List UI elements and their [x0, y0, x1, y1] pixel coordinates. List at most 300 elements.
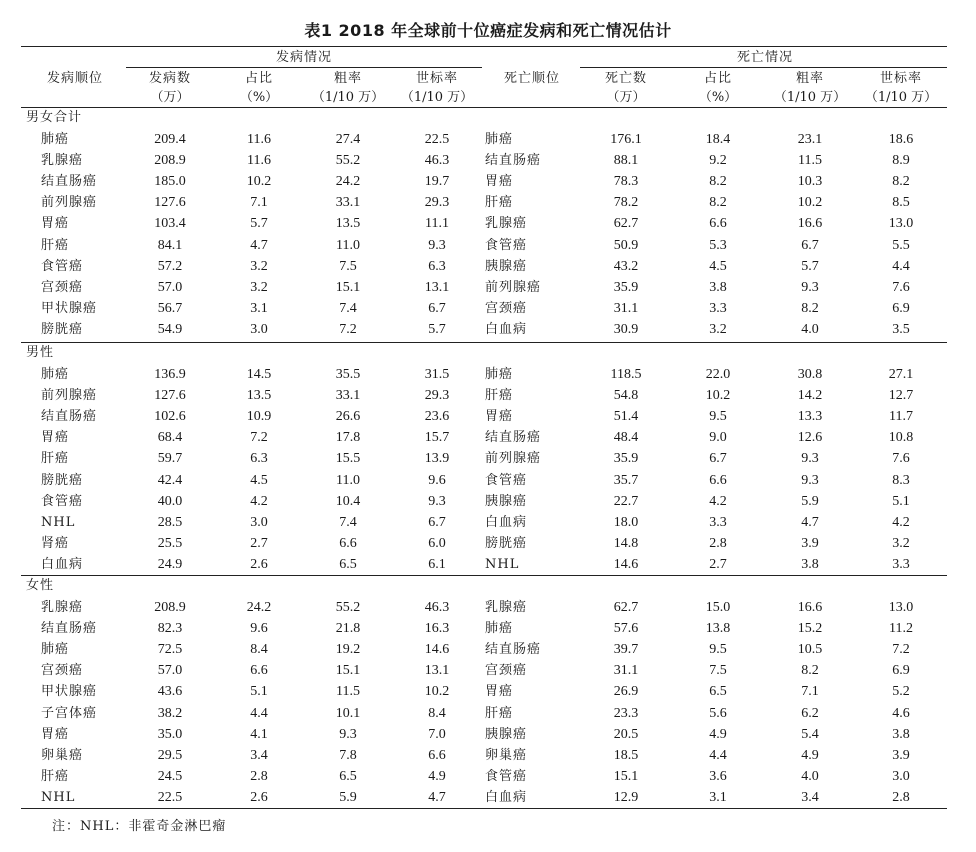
incidence-value: 6.3	[250, 451, 268, 467]
death-value: 22.7	[613, 493, 639, 509]
incidence-value: 43.6	[157, 684, 183, 700]
incidence-value: 3.1	[250, 300, 268, 316]
incidence-value: 82.3	[157, 621, 183, 637]
incidence-value: 23.6	[424, 409, 450, 425]
death-value: 18.4	[705, 132, 731, 147]
death-value: 78.2	[613, 195, 639, 211]
death-value: 8.9	[892, 153, 910, 169]
death-col-unit: （1/10 万）	[773, 90, 847, 105]
incidence-value: 35.0	[157, 726, 183, 742]
death-value: 4.5	[709, 258, 727, 274]
death-col-header: 世标率	[879, 71, 922, 86]
incidence-cancer-name: 膀胱癌	[41, 472, 84, 488]
incidence-value: 4.7	[250, 237, 268, 253]
incidence-value: 6.0	[428, 535, 446, 551]
incidence-cancer-name: 卵巢癌	[41, 747, 84, 763]
incidence-value: 22.5	[424, 132, 450, 147]
death-value: 18.0	[613, 514, 639, 530]
incidence-cancer-name: NHL	[41, 789, 76, 805]
incidence-value: 13.5	[335, 216, 361, 232]
death-value: 9.5	[709, 642, 727, 658]
header-bottom-rule	[21, 107, 947, 108]
incidence-value: 127.6	[154, 388, 186, 404]
death-cancer-name: 卵巢癌	[485, 747, 528, 763]
death-value: 5.4	[801, 726, 819, 742]
incidence-col-header: 占比	[244, 71, 273, 86]
incidence-value: 11.0	[336, 237, 360, 253]
incidence-value: 29.3	[424, 195, 450, 211]
death-value: 78.3	[613, 174, 639, 190]
incidence-cancer-name: 膀胱癌	[41, 321, 84, 337]
incidence-value: 3.2	[250, 258, 268, 274]
incidence-cancer-name: 甲状腺癌	[41, 684, 98, 700]
incidence-value: 84.1	[157, 237, 183, 253]
incidence-value: 7.8	[339, 747, 357, 763]
incidence-value: 55.2	[335, 153, 361, 169]
death-cancer-name: 前列腺癌	[485, 451, 542, 467]
death-value: 31.1	[613, 663, 639, 679]
death-value: 8.2	[892, 174, 910, 190]
incidence-cancer-name: 甲状腺癌	[41, 300, 98, 316]
incidence-cancer-name: 肝癌	[41, 768, 70, 784]
incidence-col-header: 发病数	[148, 71, 191, 86]
incidence-value: 57.0	[157, 663, 183, 679]
incidence-value: 72.5	[157, 642, 183, 658]
death-value: 2.7	[709, 556, 727, 572]
incidence-value: 3.0	[250, 321, 268, 337]
section-rule-male	[21, 342, 947, 343]
incidence-value: 68.4	[157, 430, 183, 446]
death-cancer-name: 肝癌	[485, 388, 514, 404]
incidence-value: 11.5	[336, 684, 360, 700]
death-value: 51.4	[613, 409, 639, 425]
incidence-value: 7.2	[250, 430, 268, 446]
death-value: 3.0	[892, 768, 910, 784]
incidence-value: 19.7	[424, 174, 450, 190]
death-value: 23.3	[613, 705, 639, 721]
incidence-value: 4.7	[428, 789, 446, 805]
incidence-value: 7.4	[339, 300, 357, 316]
incidence-group-rule	[126, 67, 482, 68]
death-value: 23.1	[797, 132, 823, 147]
incidence-cancer-name: 结直肠癌	[41, 621, 98, 637]
incidence-value: 29.5	[157, 747, 183, 763]
incidence-col-unit: （万）	[150, 90, 190, 105]
incidence-col-header: 世标率	[415, 71, 458, 86]
death-rank-header: 死亡顺位	[503, 71, 560, 86]
table-title: 表1 2018 年全球前十位癌症发病和死亡情况估计	[304, 21, 672, 40]
incidence-value: 21.8	[335, 621, 361, 637]
incidence-value: 46.3	[424, 600, 450, 615]
death-value: 30.9	[613, 321, 639, 337]
death-value: 3.9	[801, 535, 819, 551]
death-col-header: 粗率	[795, 71, 824, 86]
death-value: 3.8	[709, 279, 727, 295]
death-cancer-name: 胰腺癌	[485, 493, 528, 509]
incidence-value: 11.6	[247, 153, 271, 169]
incidence-cancer-name: 结直肠癌	[41, 409, 98, 425]
incidence-cancer-name: 乳腺癌	[41, 600, 84, 615]
death-value: 18.6	[888, 132, 914, 147]
death-value: 5.3	[709, 237, 727, 253]
death-cancer-name: 白血病	[485, 321, 528, 337]
death-value: 7.1	[801, 684, 819, 700]
incidence-value: 9.3	[428, 493, 446, 509]
incidence-value: 27.4	[335, 132, 361, 147]
death-cancer-name: 乳腺癌	[485, 216, 528, 232]
death-col-unit: （1/10 万）	[864, 90, 938, 105]
death-value: 30.8	[797, 367, 823, 382]
incidence-value: 7.2	[339, 321, 357, 337]
section-rule-female	[21, 575, 947, 576]
incidence-value: 4.1	[250, 726, 268, 742]
incidence-cancer-name: 白血病	[41, 556, 84, 572]
incidence-cancer-name: NHL	[41, 514, 76, 530]
death-cancer-name: 食管癌	[485, 472, 528, 488]
death-value: 6.9	[892, 300, 910, 316]
incidence-value: 19.2	[335, 642, 361, 658]
incidence-value: 4.5	[250, 472, 268, 488]
death-value: 15.2	[797, 621, 823, 637]
death-value: 20.5	[613, 726, 639, 742]
death-value: 7.6	[892, 279, 910, 295]
incidence-value: 17.8	[335, 430, 361, 446]
death-value: 5.6	[709, 705, 727, 721]
death-value: 3.5	[892, 321, 910, 337]
death-value: 3.3	[709, 514, 727, 530]
death-value: 26.9	[613, 684, 639, 700]
death-cancer-name: 食管癌	[485, 237, 528, 253]
death-value: 48.4	[613, 430, 639, 446]
table-footnote: 注：NHL：非霍奇金淋巴瘤	[52, 819, 227, 834]
incidence-col-unit: （1/10 万）	[311, 90, 385, 105]
death-value: 7.2	[892, 642, 910, 658]
incidence-value: 185.0	[154, 174, 186, 190]
incidence-value: 4.9	[428, 768, 446, 784]
incidence-value: 9.3	[339, 726, 357, 742]
death-value: 13.3	[797, 409, 823, 425]
incidence-value: 25.5	[157, 535, 183, 551]
death-value: 35.7	[613, 472, 639, 488]
incidence-value: 7.0	[428, 726, 446, 742]
incidence-cancer-name: 肺癌	[41, 132, 70, 147]
incidence-value: 55.2	[335, 600, 361, 615]
death-value: 4.9	[801, 747, 819, 763]
incidence-value: 24.9	[157, 556, 183, 572]
death-cancer-name: 前列腺癌	[485, 279, 542, 295]
incidence-value: 15.5	[335, 451, 361, 467]
death-value: 13.8	[705, 621, 731, 637]
death-value: 31.1	[613, 300, 639, 316]
death-value: 35.9	[613, 279, 639, 295]
death-value: 8.2	[801, 300, 819, 316]
death-value: 15.1	[613, 768, 639, 784]
incidence-value: 209.4	[154, 132, 186, 147]
incidence-value: 13.5	[246, 388, 272, 404]
incidence-value: 5.1	[250, 684, 268, 700]
death-value: 3.8	[801, 556, 819, 572]
incidence-cancer-name: 食管癌	[41, 258, 84, 274]
incidence-value: 136.9	[154, 367, 186, 382]
death-value: 3.9	[892, 747, 910, 763]
death-value: 54.8	[613, 388, 639, 404]
death-value: 11.7	[889, 409, 913, 425]
incidence-value: 4.2	[250, 493, 268, 509]
death-cancer-name: 乳腺癌	[485, 600, 528, 615]
top-rule	[21, 46, 947, 47]
death-cancer-name: 白血病	[485, 514, 528, 530]
incidence-cancer-name: 宫颈癌	[41, 279, 84, 295]
death-value: 88.1	[613, 153, 639, 169]
death-value: 8.2	[709, 195, 727, 211]
death-value: 10.3	[797, 174, 823, 190]
incidence-value: 208.9	[154, 600, 186, 615]
death-cancer-name: 肺癌	[485, 367, 514, 382]
death-value: 8.2	[801, 663, 819, 679]
death-value: 5.5	[892, 237, 910, 253]
incidence-value: 57.0	[157, 279, 183, 295]
death-value: 10.2	[705, 388, 731, 404]
death-cancer-name: 肺癌	[485, 132, 514, 147]
death-value: 6.2	[801, 705, 819, 721]
death-value: 4.2	[892, 514, 910, 530]
death-value: 4.2	[709, 493, 727, 509]
incidence-cancer-name: 肾癌	[41, 535, 70, 551]
death-cancer-name: 肝癌	[485, 195, 514, 211]
incidence-value: 38.2	[157, 705, 183, 721]
incidence-value: 127.6	[154, 195, 186, 211]
death-value: 118.5	[610, 367, 642, 382]
incidence-value: 3.4	[250, 747, 268, 763]
death-value: 13.0	[888, 600, 914, 615]
incidence-value: 2.7	[250, 535, 268, 551]
death-value: 14.6	[613, 556, 639, 572]
death-value: 2.8	[892, 789, 910, 805]
incidence-value: 13.1	[424, 663, 450, 679]
incidence-value: 7.4	[339, 514, 357, 530]
death-cancer-name: NHL	[485, 556, 520, 572]
death-cancer-name: 结直肠癌	[485, 430, 542, 446]
incidence-col-unit: （1/10 万）	[400, 90, 474, 105]
death-value: 6.7	[709, 451, 727, 467]
death-cancer-name: 胰腺癌	[485, 726, 528, 742]
incidence-value: 10.9	[246, 409, 272, 425]
incidence-cancer-name: 子宫体癌	[41, 705, 98, 721]
death-value: 8.3	[892, 472, 910, 488]
incidence-value: 2.6	[250, 556, 268, 572]
incidence-rank-header: 发病顺位	[46, 71, 103, 86]
incidence-value: 33.1	[335, 388, 361, 404]
death-value: 3.3	[709, 300, 727, 316]
incidence-value: 11.6	[247, 132, 271, 147]
incidence-value: 6.6	[250, 663, 268, 679]
death-cancer-name: 肝癌	[485, 705, 514, 721]
incidence-value: 56.7	[157, 300, 183, 316]
death-col-header: 占比	[703, 71, 732, 86]
incidence-value: 35.5	[335, 367, 361, 382]
incidence-cancer-name: 肺癌	[41, 642, 70, 658]
death-cancer-name: 胃癌	[485, 684, 514, 700]
death-value: 3.8	[892, 726, 910, 742]
incidence-value: 13.1	[424, 279, 450, 295]
death-cancer-name: 宫颈癌	[485, 300, 528, 316]
death-group-rule	[580, 67, 947, 68]
death-cancer-name: 肺癌	[485, 621, 514, 637]
incidence-cancer-name: 结直肠癌	[41, 174, 98, 190]
death-cancer-name: 结直肠癌	[485, 642, 542, 658]
incidence-value: 102.6	[154, 409, 186, 425]
incidence-value: 6.6	[428, 747, 446, 763]
incidence-value: 3.0	[250, 514, 268, 530]
incidence-value: 11.0	[336, 472, 360, 488]
death-value: 12.7	[888, 388, 914, 404]
death-value: 13.0	[888, 216, 914, 232]
death-value: 176.1	[610, 132, 642, 147]
death-value: 4.6	[892, 705, 910, 721]
incidence-value: 31.5	[424, 367, 450, 382]
incidence-value: 2.8	[250, 768, 268, 784]
death-value: 14.8	[613, 535, 639, 551]
incidence-value: 6.7	[428, 300, 446, 316]
incidence-value: 15.1	[335, 663, 361, 679]
incidence-value: 22.5	[157, 789, 183, 805]
death-value: 39.7	[613, 642, 639, 658]
death-value: 9.2	[709, 153, 727, 169]
death-value: 15.0	[705, 600, 731, 615]
incidence-cancer-name: 胃癌	[41, 430, 70, 446]
death-value: 9.5	[709, 409, 727, 425]
death-value: 4.9	[709, 726, 727, 742]
incidence-cancer-name: 胃癌	[41, 216, 70, 232]
incidence-value: 9.3	[428, 237, 446, 253]
incidence-value: 5.9	[339, 789, 357, 805]
incidence-value: 5.7	[428, 321, 446, 337]
death-col-header: 死亡数	[604, 71, 647, 86]
death-value: 11.2	[889, 621, 913, 637]
death-value: 43.2	[613, 258, 639, 274]
death-cancer-name: 胃癌	[485, 409, 514, 425]
incidence-col-header: 粗率	[333, 71, 362, 86]
death-cancer-name: 胃癌	[485, 174, 514, 190]
death-value: 3.6	[709, 768, 727, 784]
death-value: 9.3	[801, 279, 819, 295]
incidence-value: 14.5	[246, 367, 272, 382]
incidence-value: 13.9	[424, 451, 450, 467]
incidence-value: 40.0	[157, 493, 183, 509]
incidence-value: 10.2	[424, 684, 450, 700]
death-value: 50.9	[613, 237, 639, 253]
incidence-value: 28.5	[157, 514, 183, 530]
death-value: 5.1	[892, 493, 910, 509]
incidence-value: 24.2	[335, 174, 361, 190]
incidence-value: 8.4	[428, 705, 446, 721]
death-value: 6.5	[709, 684, 727, 700]
incidence-cancer-name: 宫颈癌	[41, 663, 84, 679]
incidence-group-header: 发病情况	[275, 50, 332, 65]
incidence-value: 7.5	[339, 258, 357, 274]
incidence-value: 9.6	[250, 621, 268, 637]
death-col-unit: （万）	[606, 90, 646, 105]
death-value: 9.0	[709, 430, 727, 446]
death-value: 27.1	[888, 367, 914, 382]
incidence-value: 33.1	[335, 195, 361, 211]
incidence-value: 6.6	[339, 535, 357, 551]
death-value: 4.4	[892, 258, 910, 274]
death-value: 16.6	[797, 600, 823, 615]
incidence-value: 3.2	[250, 279, 268, 295]
incidence-value: 15.7	[424, 430, 450, 446]
incidence-col-unit: （%）	[239, 90, 279, 105]
death-value: 12.9	[613, 789, 639, 805]
death-cancer-name: 食管癌	[485, 768, 528, 784]
death-value: 8.2	[709, 174, 727, 190]
incidence-value: 57.2	[157, 258, 183, 274]
incidence-value: 46.3	[424, 153, 450, 169]
incidence-value: 6.7	[428, 514, 446, 530]
death-value: 6.9	[892, 663, 910, 679]
death-cancer-name: 胰腺癌	[485, 258, 528, 274]
death-value: 22.0	[705, 367, 731, 382]
death-cancer-name: 白血病	[485, 789, 528, 805]
incidence-cancer-name: 前列腺癌	[41, 195, 98, 211]
section-label: 女性	[26, 578, 55, 593]
death-value: 4.4	[709, 747, 727, 763]
death-value: 14.2	[797, 388, 823, 404]
incidence-value: 2.6	[250, 789, 268, 805]
death-value: 5.7	[801, 258, 819, 274]
bottom-rule	[21, 808, 947, 809]
death-value: 7.6	[892, 451, 910, 467]
incidence-value: 10.1	[335, 705, 361, 721]
incidence-value: 4.4	[250, 705, 268, 721]
death-value: 12.6	[797, 430, 823, 446]
incidence-value: 26.6	[335, 409, 361, 425]
death-cancer-name: 宫颈癌	[485, 663, 528, 679]
death-value: 3.2	[709, 321, 727, 337]
death-value: 9.3	[801, 451, 819, 467]
incidence-cancer-name: 食管癌	[41, 493, 84, 509]
death-value: 35.9	[613, 451, 639, 467]
death-value: 11.5	[798, 153, 822, 169]
death-value: 4.0	[801, 321, 819, 337]
death-cancer-name: 膀胱癌	[485, 535, 528, 551]
incidence-value: 54.9	[157, 321, 183, 337]
death-value: 3.2	[892, 535, 910, 551]
incidence-cancer-name: 肺癌	[41, 367, 70, 382]
death-value: 3.1	[709, 789, 727, 805]
incidence-value: 59.7	[157, 451, 183, 467]
incidence-value: 8.4	[250, 642, 268, 658]
incidence-cancer-name: 乳腺癌	[41, 153, 84, 169]
death-value: 62.7	[613, 600, 639, 615]
death-value: 10.8	[888, 430, 914, 446]
incidence-value: 24.2	[246, 600, 272, 615]
death-cancer-name: 结直肠癌	[485, 153, 542, 169]
death-value: 62.7	[613, 216, 639, 232]
incidence-value: 7.1	[250, 195, 268, 211]
incidence-value: 29.3	[424, 388, 450, 404]
death-value: 9.3	[801, 472, 819, 488]
incidence-value: 11.1	[425, 216, 449, 232]
section-label: 男女合计	[26, 110, 83, 125]
incidence-value: 9.6	[428, 472, 446, 488]
incidence-value: 16.3	[424, 621, 450, 637]
death-value: 3.3	[892, 556, 910, 572]
incidence-value: 6.5	[339, 556, 357, 572]
death-value: 4.0	[801, 768, 819, 784]
incidence-value: 10.4	[335, 493, 361, 509]
death-col-unit: （%）	[698, 90, 738, 105]
